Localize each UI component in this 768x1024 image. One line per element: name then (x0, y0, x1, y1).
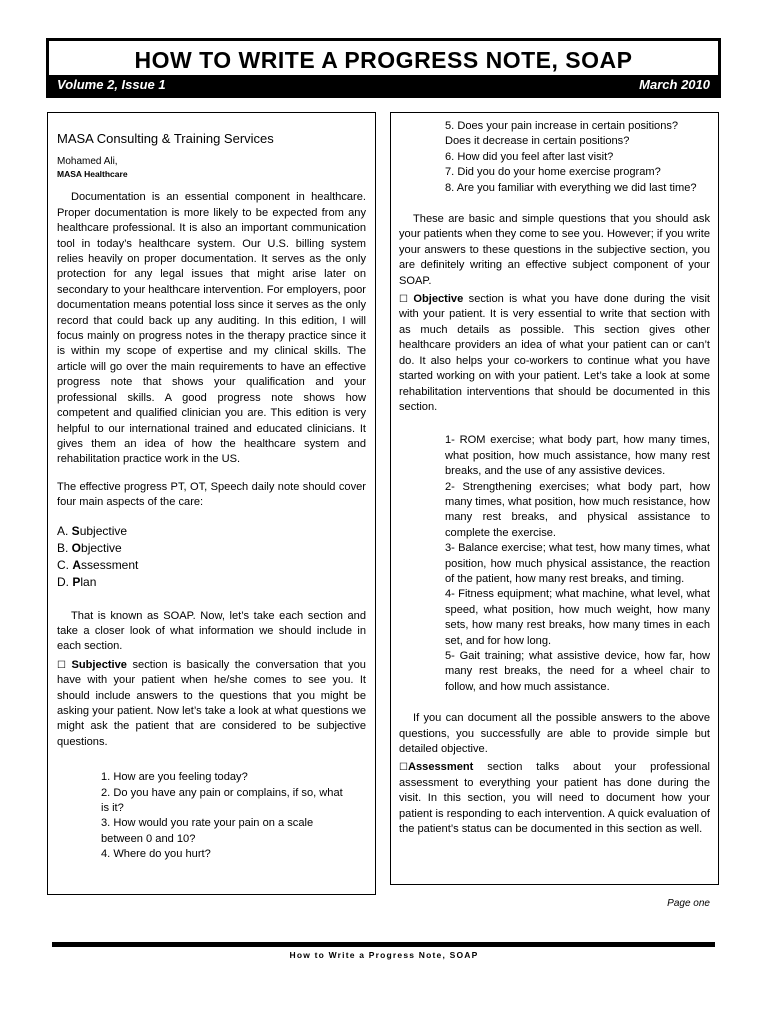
soap-item: D. Plan (57, 574, 97, 589)
intro-paragraph: Documentation is an essential component in healthcare. Proper documentation is more likely to be expected from any healthcare professional. It is also an important communication tool in today’s healthcare system. Our U.S. billing system relies heavily on proper documentation. It serves as the only protection for any legal issues that might arise later on secondary to your healthcare intervention. For employers, poor documentation means potential loss since it serves as the only record that could back up any auditing. In this edition, I will focus mainly on progress notes in the therapy practice since it is within my scope of expertise and my clinical skills. The article will go over the main requirements to have an effective progress note that shows your qualification and your professional skills. A good progress note shows how competent and qualified clinician you are. This edition is very helpful to our international trained and educated clinicians. It gives them an idea of how the healthcare system and rehabilitation practice work in the US. (57, 191, 366, 466)
soap-item: C. Assessment (57, 557, 139, 572)
left-column (47, 112, 376, 895)
intervention-item: 4- Fitness equipment; what machine, what level, what speed, what position, how much weight, how many sets, how many rest breaks, how many times in each set, and for how long. (445, 588, 710, 647)
question-item: 1. How are you feeling today? (101, 771, 248, 784)
soap-item: A. Subjective (57, 523, 128, 538)
checkbox-icon: ☐ (399, 762, 408, 774)
intervention-item: 2- Strengthening exercises; what body part, how many times, what position, how much resistance, how many rest breaks, and physical assistance to complete the exercise. (445, 480, 710, 539)
question-item: 3. How would you rate your pain on a scale between 0 and 10? (101, 817, 314, 845)
soap-item: B. Objective (57, 540, 122, 555)
assessment-paragraph: ☐Assessment section talks about your professional assessment to everything your patient has done during the visit. In this section, you will need to document how your patient is responding to each intervention. A quick evaluation of the patient’s status can be documented in this section as well. (399, 761, 710, 836)
soap-paragraph: That is known as SOAP. Now, let’s take each section and take a closer look of what information we should include in each section. (57, 609, 366, 653)
intervention-item: 1- ROM exercise; what body part, how many times, what position, how much assistance, how many rest breaks, and the use of any assistive devices. (445, 434, 710, 478)
subjective-questions-continued (399, 119, 710, 196)
footer-divider (52, 942, 715, 947)
volume-issue: Volume 2, Issue 1 (57, 77, 166, 92)
page-number: Page one (667, 898, 710, 909)
organization-name: MASA Consulting & Training Services (57, 131, 274, 146)
question-item: 6. How did you feel after last visit? (445, 150, 614, 163)
checkbox-icon: ☐ (57, 659, 66, 671)
question-item: 7. Did you do your home exercise program? (445, 166, 661, 179)
intervention-item: 3- Balance exercise; what test, how many times, what position, how much physical assistance, the reaction of the patient, how many rest breaks, and timing. (445, 542, 710, 585)
intervention-list (399, 433, 710, 695)
issue-date: March 2010 (639, 77, 710, 92)
aspects-paragraph: The effective progress PT, OT, Speech daily note should cover four main aspects of the care: (57, 480, 366, 509)
objective-summary-paragraph: If you can document all the possible answers to the above questions, you successfully are able to provide simple but detailed objective. (399, 712, 710, 756)
question-item: 5. Does your pain increase in certain positions? Does it decrease in certain positions? (445, 120, 679, 148)
author-name: Mohamed Ali, (57, 156, 118, 168)
newsletter-title: HOW TO WRITE A PROGRESS NOTE, SOAP (134, 47, 633, 73)
question-item: 2. Do you have any pain or complains, if so, what is it? (101, 786, 343, 814)
soap-list (57, 523, 366, 591)
question-item: 4. Where do you hurt? (101, 848, 211, 861)
footer-title: How to Write a Progress Note, SOAP (289, 950, 479, 960)
intervention-item: 5- Gait training; what assistive device, how far, how many rest breaks, the need for a wheel chair to follow, and how much assistance. (445, 650, 710, 693)
question-item: 8. Are you familiar with everything we did last time? (445, 181, 697, 194)
basic-questions-paragraph: These are basic and simple questions that you should ask your patients when they come to see you. However; if you write your answers to these questions in the subjective section, you are definitely writing an effective subject component of your SOAP. (399, 213, 710, 287)
author-organization: MASA Healthcare (57, 169, 128, 180)
subjective-paragraph: ☐ Subjective section is basically the conversation that you have with your patient when he/she comes to see you. It should include answers to the questions that you might be asking your patient. Now let’s take a look at what questions we might ask the patient that are considered to be subjective questions. (57, 658, 366, 748)
right-column (390, 112, 719, 885)
subjective-questions (57, 770, 366, 862)
checkbox-icon: ☐ (399, 294, 408, 306)
masthead (46, 38, 721, 98)
objective-paragraph: ☐ Objective section is what you have done during the visit with your patient. It is very essential to write that section with as much details as possible. This section gives other healthcare providers an idea of what your patient can or can’t do. It also helps your co-workers to continue what you have started working on with your patient. Let’s take a look at some rehabilitation interventions that should be documented in this section. (399, 293, 710, 413)
issue-bar (49, 75, 718, 95)
